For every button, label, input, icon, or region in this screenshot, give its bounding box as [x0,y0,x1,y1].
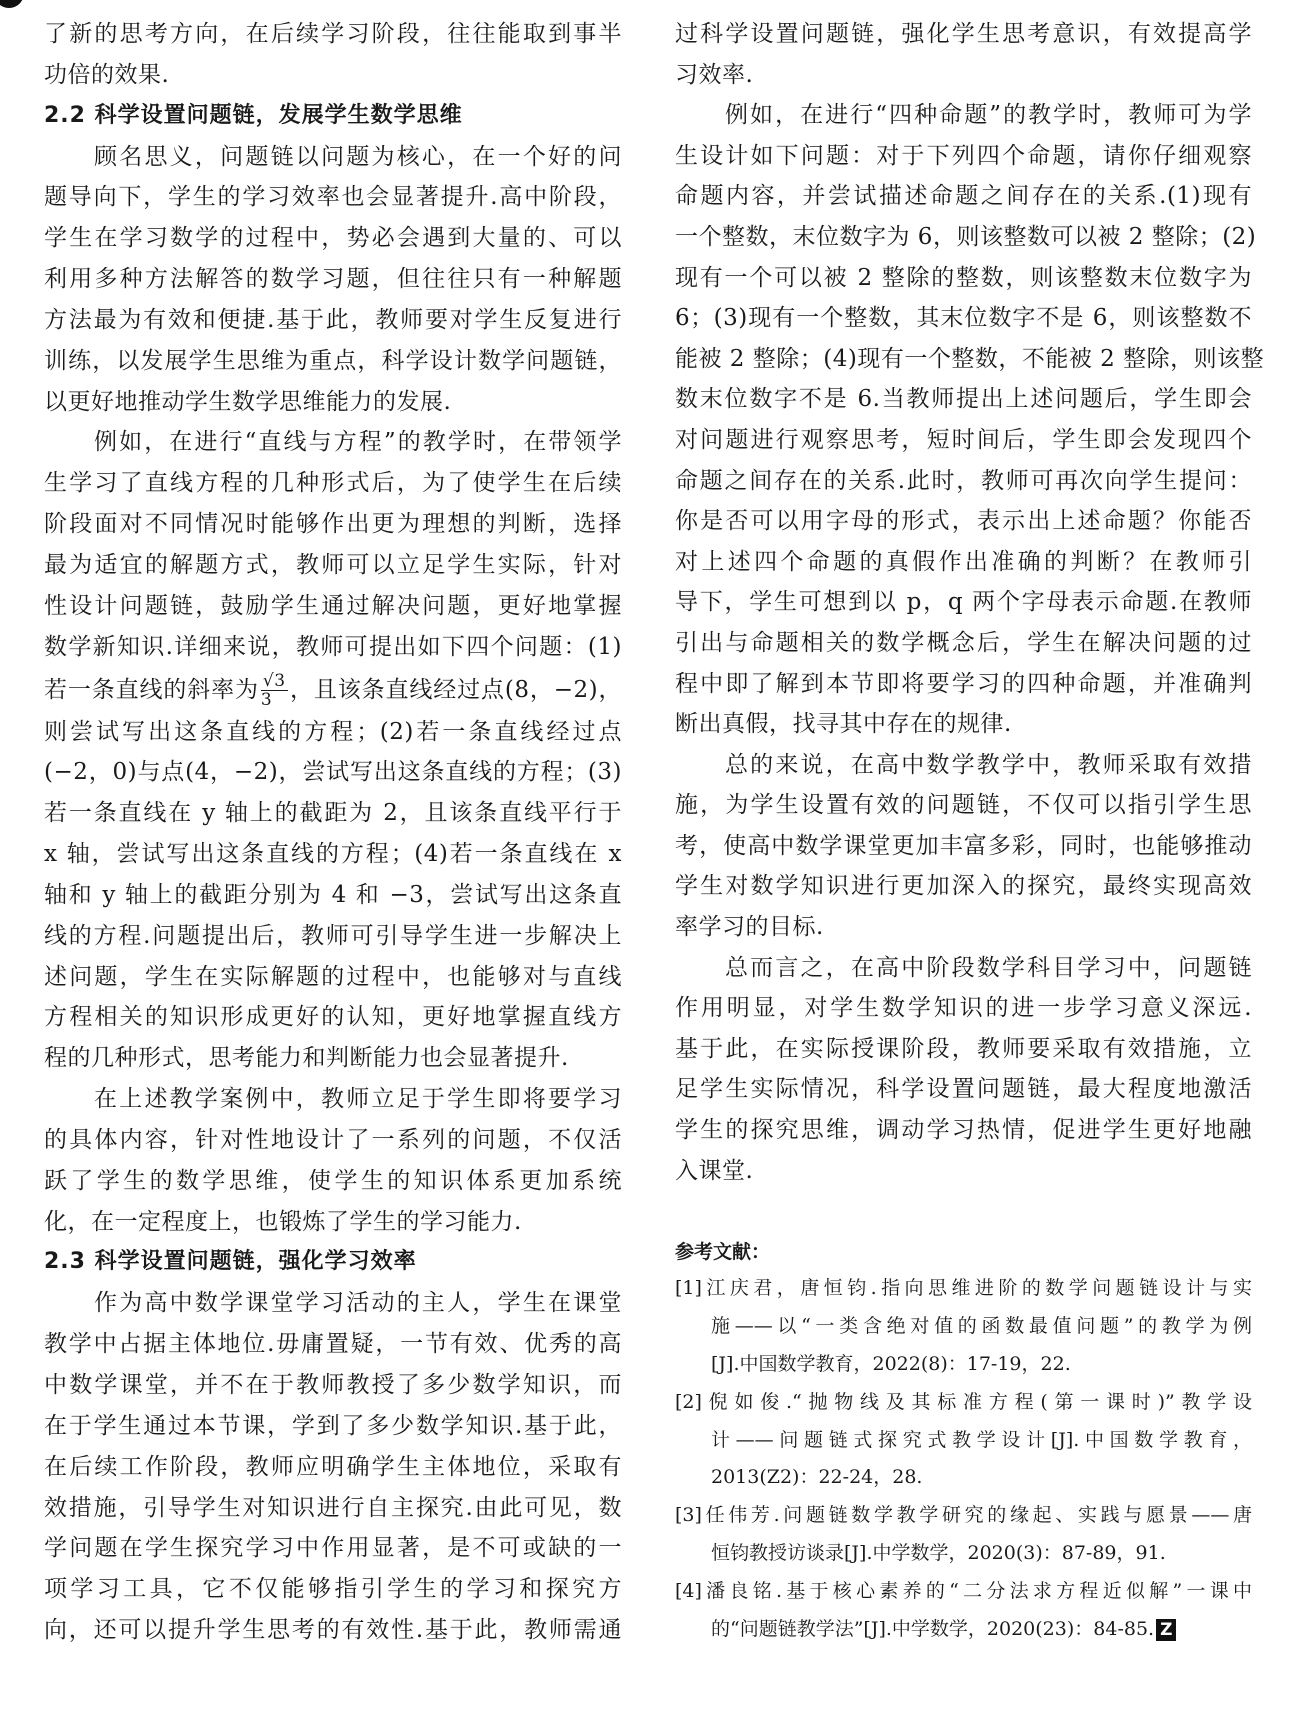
left-text-line: 的具体内容，针对性地设计了一系列的问题，不仅活 [44,1126,622,1153]
reference-text: [1]江庆君，唐恒钧.指向思维进阶的数学问题链设计与实 [675,1277,1252,1299]
left-text-line: (−2，0)与点(4，−2)，尝试写出这条直线的方程；(3) [44,759,622,786]
right-text-line: 断出真假，找寻其中存在的规律. [675,711,1012,738]
left-text-line: 生学习了直线方程的几种形式后，为了使学生在后续 [44,470,622,497]
right-text-line: 率学习的目标. [675,914,824,941]
reference-text: 2013(Z2)：22-24，28. [711,1466,923,1489]
right-text-line: 入课堂. [675,1157,754,1184]
fraction-numerator: √3 [262,671,286,691]
left-text-line: 最为适宜的解题方式，教师可以立足学生实际，针对 [44,551,622,578]
fraction-denominator: 3 [260,690,273,710]
right-text-line: 作用明显，对学生数学知识的进一步学习意义深远. [675,995,1252,1022]
left-text-line: 向，还可以提升学生思考的有效性.基于此，教师需通 [44,1617,622,1644]
left-text-line: 述问题，学生在实际解题的过程中，也能够对与直线 [44,963,622,990]
end-of-article-mark: Z [1156,1619,1176,1641]
reference-text: 恒钧教授访谈录[J].中学数学，2020(3)：87-89，91. [711,1542,1166,1565]
reference-line [675,1270,1252,1308]
reference-line [675,1308,1252,1346]
right-text-line: 基于此，在实际授课阶段，教师要采取有效措施，立 [675,1035,1252,1062]
left-text-line: 效措施，引导学生对知识进行自主探究.由此可见，数 [44,1494,622,1521]
reference-line [675,1573,1252,1611]
left-text-line: 方法最为有效和便捷.基于此，教师要对学生反复进行 [44,306,622,333]
reference-text: [J].中国数学教育，2022(8)：17-19，22. [711,1352,1071,1375]
left-text-line: 中数学课堂，并不在于教师教授了多少数学知识，而 [44,1372,622,1398]
left-text-line: 化，在一定程度上，也锻炼了学生的学习能力. [44,1208,522,1235]
left-text-line: 线的方程.问题提出后，教师可引导学生进一步解决上 [44,922,622,949]
left-text-line: 功倍的效果. [44,61,170,88]
left-text-line: 利用多种方法解答的数学习题，但往往只有一种解题 [44,266,622,293]
left-text-line: 阶段面对不同情况时能够作出更为理想的判断，选择 [44,511,622,538]
left-text-line: 性设计问题链，鼓励学生通过解决问题，更好地掌握 [44,592,622,619]
reference-text: [4]潘良铭.基于核心素养的“二分法求方程近似解”一课中 [675,1580,1252,1603]
right-text-line: 引出与命题相关的数学概念后，学生在解决问题的过 [675,629,1252,656]
reference-text: 的“问题链教学法”[J].中学数学，2020(23)：84-85. [711,1618,1155,1641]
left-text-line: 程的几种形式，思考能力和判断能力也会显著提升. [44,1045,569,1072]
right-text-line: 总而言之，在高中阶段数学科目学习中，问题链 [725,954,1252,981]
reference-text: 施——以“一类含绝对值的函数最值问题”的教学为例 [711,1314,1252,1337]
left-column [44,14,622,1651]
reference-line [675,1535,1252,1573]
right-text-line: 命题之间存在的关系.此时，教师可再次向学生提问： [675,467,1252,494]
left-text-line: 教学中占据主体地位.毋庸置疑，一节有效、优秀的高 [44,1331,622,1358]
right-text-line: 学生对数学知识进行更加深入的探究，最终实现高效 [675,873,1252,900]
reference-line [675,1497,1252,1535]
left-text-line: 在于学生通过本节课，学到了多少数学知识.基于此， [44,1412,622,1439]
left-text-line: 轴和 y 轴上的截距分别为 4 和 −3，尝试写出这条直 [44,881,622,908]
right-text-line: 现有一个可以被 2 整除的整数，则该整数末位数字为 [675,264,1252,291]
right-text-line: 导下，学生可想到以 p，q 两个字母表示命题.在教师 [675,589,1252,616]
left-text-line: 方程相关的知识形成更好的认知，更好地掌握直线方 [44,1004,622,1031]
reference-line [675,1422,1252,1460]
right-column [675,14,1265,1191]
right-text-line: 考，使高中数学课堂更加丰富多彩，同时，也能够推动 [675,832,1252,859]
page-corner-marker [0,0,24,8]
right-text-line: 生设计如下问题：对于下列四个命题，请你仔细观察 [675,142,1252,169]
left-text-line: 例如，在进行“直线与方程”的教学时，在带领学 [94,429,622,456]
left-text-line: 则尝试写出这条直线的方程；(2)若一条直线经过点 [44,718,622,745]
slope-fraction [261,672,288,709]
left-text-line: 若一条直线在 y 轴上的截距为 2，且该条直线平行于 [44,800,622,827]
left-text-line: 作为高中数学课堂学习活动的主人，学生在课堂 [94,1290,622,1317]
left-text-line: 在后续工作阶段，教师应明确学生主体地位，采取有 [44,1453,622,1480]
left-text-segment: ，且该条直线经过点(8，−2)， [289,676,623,703]
section-heading: 2.2 科学设置问题链，发展学生数学思维 [44,102,463,128]
references-section [675,1234,1252,1649]
left-text-line: 题导向下，学生的学习效率也会显著提升.高中阶段， [44,184,622,211]
left-text-line: 训练，以发展学生思维为重点，科学设计数学问题链， [44,347,622,374]
left-text-line: 以更好地推动学生数学思维能力的发展. [44,388,452,415]
section-heading: 2.3 科学设置问题链，强化学习效率 [44,1249,417,1275]
right-text-line: 例如，在进行“四种命题”的教学时，教师可为学 [725,102,1252,129]
reference-line [675,1384,1252,1422]
reference-line [675,1611,1252,1649]
right-text-line: 一个整数，末位数字为 6，则该整数可以被 2 整除；(2) [675,223,1257,250]
right-text-line: 习效率. [675,61,754,88]
references-heading: 参考文献： [675,1241,771,1263]
right-text-line: 总的来说，在高中数学教学中，教师采取有效措 [725,751,1252,778]
left-text-line: 项学习工具，它不仅能够指引学生的学习和探究方 [44,1576,622,1603]
right-text-line: 程中即了解到本节即将要学习的四种命题，并准确判 [675,670,1252,697]
left-text-line: 在上述教学案例中，教师立足于学生即将要学习 [94,1086,622,1113]
right-text-line: 学生的探究思维，调动学习热情，促进学生更好地融 [675,1117,1252,1144]
right-text-line: 你是否可以用字母的形式，表示出上述命题？你能否 [675,508,1252,535]
right-text-line: 对上述四个命题的真假作出准确的判断？在教师引 [675,548,1252,575]
reference-line [675,1346,1252,1384]
right-text-line: 施，为学生设置有效的问题链，不仅可以指引学生思 [675,792,1252,819]
left-text-line: 跃了学生的数学思维，使学生的知识体系更加系统 [44,1167,622,1194]
right-text-line: 对问题进行观察思考，短时间后，学生即会发现四个 [675,426,1252,453]
left-text-segment: 若一条直线的斜率为 [44,676,259,703]
right-text-line: 数末位数字不是 6.当教师提出上述问题后，学生即会 [675,386,1252,413]
reference-line [675,1459,1252,1497]
right-text-line: 能被 2 整除；(4)现有一个整数，不能被 2 整除，则该整 [675,345,1265,372]
right-text-line: 过科学设置问题链，强化学生思考意识，有效提高学 [675,21,1252,47]
left-text-line [44,668,622,712]
left-text-line: 学生在学习数学的过程中，势必会遇到大量的、可以 [44,225,622,252]
left-text-line: 顾名思义，问题链以问题为核心，在一个好的问 [94,143,622,170]
left-text-line: x 轴，尝试写出这条直线的方程；(4)若一条直线在 x [44,841,622,868]
left-text-line: 数学新知识.详细来说，教师可提出如下四个问题：(1) [44,633,622,660]
left-text-line: 学问题在学生探究学习中作用显著，是不可或缺的一 [44,1535,622,1562]
right-text-line: 足学生实际情况，科学设置问题链，最大程度地激活 [675,1076,1252,1103]
left-text-line: 了新的思考方向，在后续学习阶段，往往能取到事半 [44,21,622,47]
right-text-line: 命题内容，并尝试描述命题之间存在的关系.(1)现有 [675,183,1252,210]
reference-text: [2]倪如俊.“抛物线及其标准方程(第一课时)”教学设 [675,1390,1252,1413]
reference-text: [3]任伟芳.问题链数学教学研究的缘起、实践与愿景——唐 [675,1504,1252,1527]
right-text-line: 6；(3)现有一个整数，其末位数字不是 6，则该整数不 [675,305,1252,332]
reference-text: 计——问题链式探究式教学设计[J].中国数学教育， [711,1428,1252,1451]
